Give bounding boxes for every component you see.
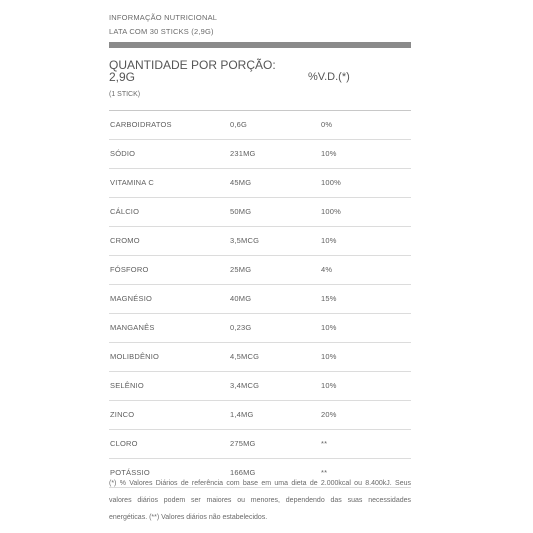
nutrient-name: SELÊNIO [110,381,144,390]
nutrient-name: MANGANÊS [110,323,155,332]
table-row [109,256,411,285]
nutrient-name: CROMO [110,236,140,245]
vd-column-header: %V.D.(*) [308,71,350,83]
footnote: (*) % Valores Diários de referência com base em uma dieta de 2.000kcal ou 8.400kJ. Seus valores diários podem ser maiores ou menores, dependendo das suas necessidades energéticas. (**) Valores diários não estabelecidos. [109,480,411,521]
nutrient-name: SÓDIO [110,149,136,158]
nutrient-daily-value: 10% [321,352,337,361]
table-row [109,372,411,401]
nutrient-quantity: 25MG [230,265,252,274]
table-row [109,343,411,372]
nutrient-quantity: 40MG [230,294,252,303]
header-divider-bar [109,42,411,48]
nutrient-name: MAGNÉSIO [110,294,153,303]
nutrient-quantity: 45MG [230,178,252,187]
nutrient-daily-value: 10% [321,381,337,390]
nutrient-quantity: 3,5MCG [230,236,260,245]
nutrient-daily-value: ** [321,468,328,477]
portion-unit: (1 STICK) [109,91,141,98]
table-row [109,227,411,256]
header-title: INFORMAÇÃO NUTRICIONAL [109,13,218,22]
nutrient-quantity: 1,4MG [230,410,254,419]
nutrient-quantity: 166MG [230,468,256,477]
table-row [109,314,411,343]
nutrient-quantity: 275MG [230,439,256,448]
nutrient-quantity: 3,4MCG [230,381,260,390]
nutrient-name: CLORO [110,439,138,448]
nutrient-name: ZINCO [110,410,135,419]
nutrient-table [109,111,411,488]
nutrient-daily-value: 100% [321,207,341,216]
table-row [109,140,411,169]
table-row [109,111,411,140]
nutrient-daily-value: 100% [321,178,341,187]
portion-title: QUANTIDADE POR PORÇÃO: [109,58,276,72]
table-row [109,401,411,430]
header-subtitle: LATA COM 30 STICKS (2,9G) [109,27,214,36]
nutrient-quantity: 50MG [230,207,252,216]
table-row [109,285,411,314]
nutrient-daily-value: 20% [321,410,337,419]
nutrient-daily-value: 10% [321,236,337,245]
nutrient-name: FÓSFORO [110,265,149,274]
portion-amount: 2,9G [109,70,136,84]
nutrient-daily-value: 10% [321,323,337,332]
nutrient-name: CÁLCIO [110,207,140,216]
nutrient-daily-value: 4% [321,265,333,274]
nutrient-quantity: 0,23G [230,323,252,332]
table-row [109,198,411,227]
nutrient-name: MOLIBDÊNIO [110,352,160,361]
nutrient-quantity: 0,6G [230,120,248,129]
nutrient-daily-value: ** [321,439,328,448]
nutrient-daily-value: 15% [321,294,337,303]
nutrient-daily-value: 0% [321,120,333,129]
table-row [109,169,411,198]
nutrient-quantity: 231MG [230,149,256,158]
nutrient-daily-value: 10% [321,149,337,158]
nutrient-quantity: 4,5MCG [230,352,260,361]
nutrient-name: CARBOIDRATOS [110,120,172,129]
table-row [109,430,411,459]
nutrient-name: POTÁSSIO [110,468,150,477]
nutrient-name: VITAMINA C [110,178,154,187]
